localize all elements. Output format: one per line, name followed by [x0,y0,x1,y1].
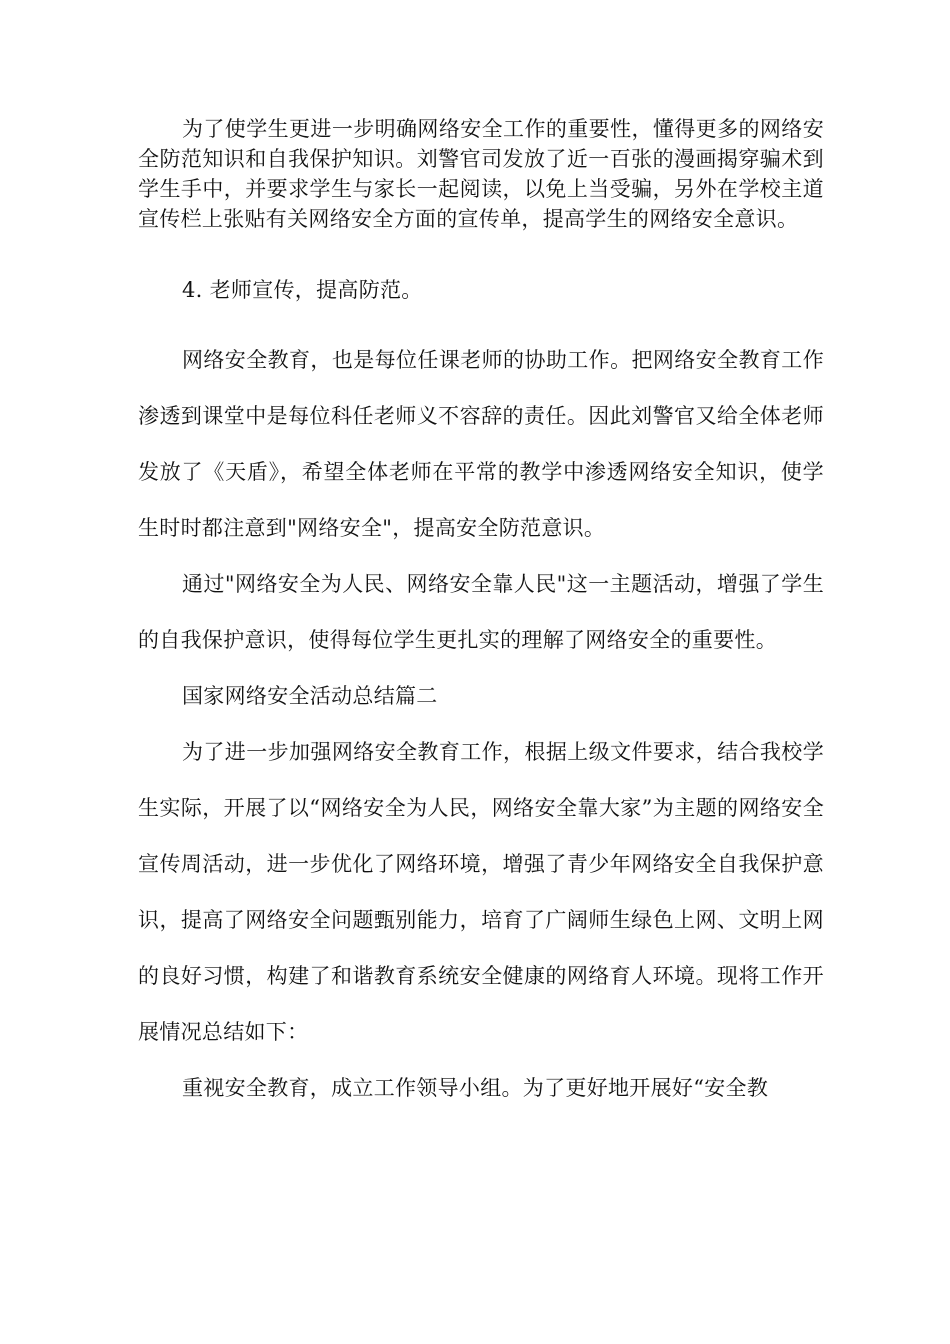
paragraph-second-intro: 为了进一步加强网络安全教育工作，根据上级文件要求，结合我校学生实际，开展了以“网络安全为人民，网络安全靠大家”为主题的网络安全宣传周活动，进一步优化了网络环境，增强了青少年网络安全自我保护意识，提高了网络安全问题甄别能力，培育了广阔师生绿色上网、文明上网的良好习惯，构建了和谐教育系统安全健康的网络育人环境。现将工作开展情况总结如下： [138,740,824,1044]
section-title: 国家网络安全活动总结篇二 [182,684,438,708]
paragraph-intro: 为了使学生更进一步明确网络安全工作的重要性，懂得更多的网络安全防范知识和自我保护知识。刘警官司发放了近一百张的漫画揭穿骗术到学生手中，并要求学生与家长一起阅读，以免上当受骗，另外在学校主道宣传栏上张贴有关网络安全方面的宣传单，提高学生的网络安全意识。 [138,117,824,231]
document-body [138,114,824,1116]
paragraph-summary: 通过"网络安全为人民、网络安全靠人民"这一主题活动，增强了学生的自我保护意识，使得每位学生更扎实的理解了网络安全的重要性。 [138,572,824,652]
paragraph-safety-education: 重视安全教育，成立工作领导小组。为了更好地开展好“安全教 [182,1076,769,1100]
paragraph-teacher-promotion: 网络安全教育，也是每位任课老师的协助工作。把网络安全教育工作渗透到课堂中是每位科任老师义不容辞的责任。因此刘警官又给全体老师发放了《天盾》，希望全体老师在平常的教学中渗透网络安全知识，使学生时时都注意到"网络安全"，提高安全防范意识。 [138,348,824,540]
paragraph-section-heading: 4. 老师宣传，提高防范。 [182,278,423,302]
